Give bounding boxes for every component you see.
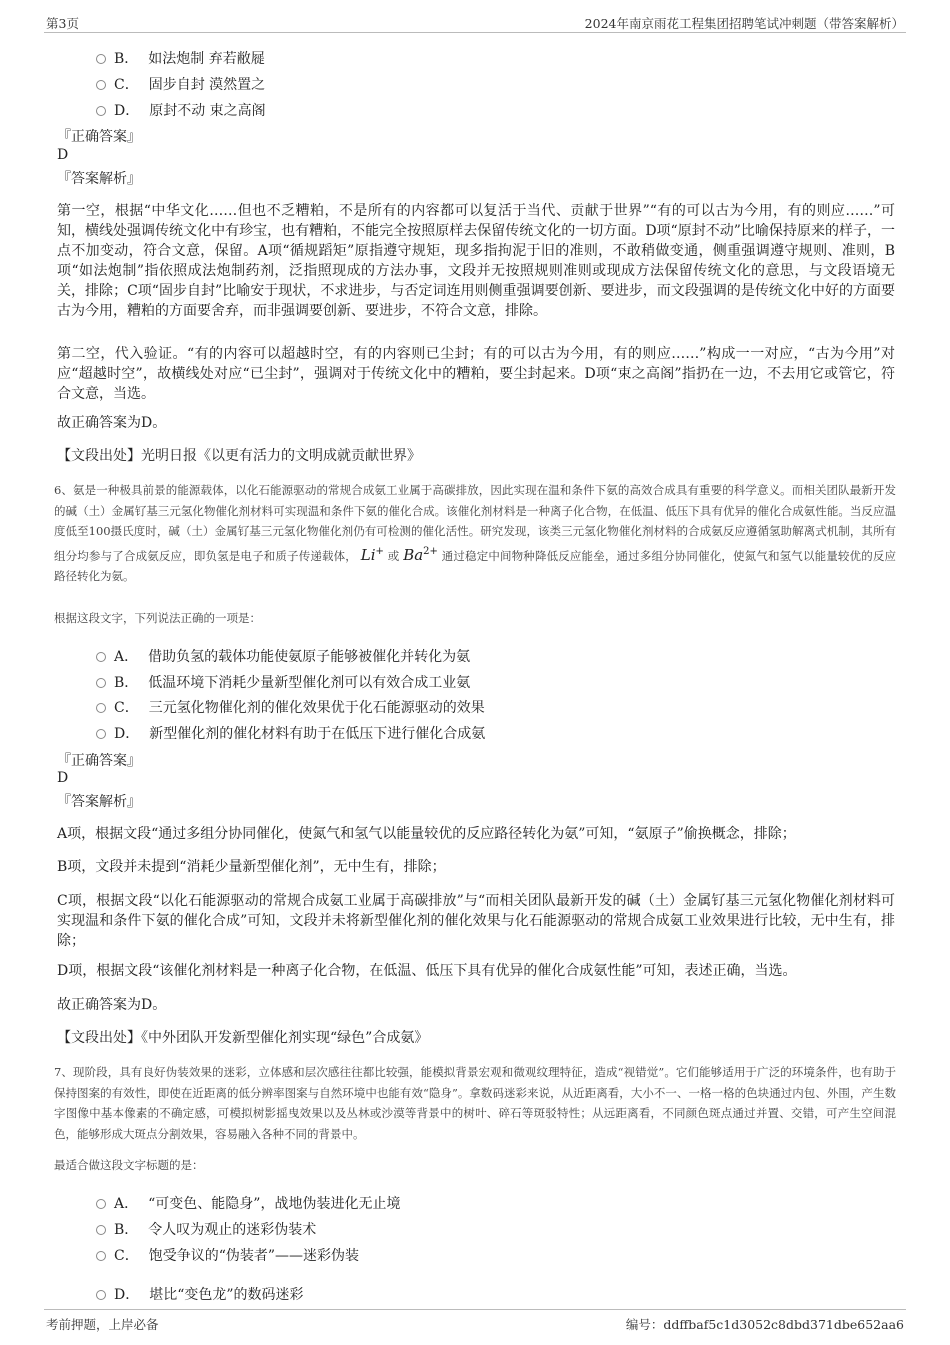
q6-analysis-paragraph: B项，文段并未提到“消耗少量新型催化剂”，无中生有，排除； [57,859,446,875]
q5-answer: D [57,147,69,163]
q5-conclusion: 故正确答案为D。 [57,415,167,431]
q6-option-b[interactable]: B． 低温环境下消耗少量新型催化剂可以有效合成工业氨 [96,672,470,692]
q6-answer: D [57,770,69,786]
radio-icon[interactable] [96,1251,106,1261]
q5-analysis-paragraph: 第二空，代入验证。“有的内容可以超越时空，有的内容则已尘封；有的可以古为今用，有的则应……”构成一一对应，“古为今用”对应“超越时空”，故横线处对应“已尘封”，强调对于传统文化中的糟粕，要尘封起来。D项“束之高阁”指扔在一边，不去用它或管它，符合文意，当选。 [57,346,895,402]
q6-option-a[interactable]: A． 借助负氢的载体功能使氨原子能够被催化并转化为氨 [96,646,470,666]
radio-icon[interactable] [96,729,106,739]
radio-icon[interactable] [96,1290,106,1300]
q6-analysis-paragraph: A项，根据文段“通过多组分协同催化，使氮气和氢气以能量较优的反应路径转化为氨”可知，“氨原子”偷换概念，排除； [57,826,796,842]
radio-icon[interactable] [96,703,106,713]
formula-li-plus: Li+ [360,545,384,564]
radio-icon[interactable] [96,652,106,662]
radio-icon[interactable] [96,1199,106,1209]
page-number: 第3页 [46,16,79,31]
q5-option-b[interactable]: B． 如法炮制 弃若敝屣 [96,48,265,68]
q7-option-b[interactable]: B． 令人叹为观止的迷彩伪装术 [96,1219,316,1239]
q7-stem: 7、现阶段，具有良好伪装效果的迷彩，立体感和层次感往往都比较强，能模拟背景宏观和微观纹理特征，造成“视错觉”。它们能够适用于广泛的环境条件，也有助于保持图案的有效性，即使在近距离的低分辨率图案与自然环境中也能有效“隐身”。拿数码迷彩来说，从近距离看，大小不一、一格一格的色块通过内包、外围，产生数字图像中基本像素的不确定感，可模拟树影摇曳效果以及丛林或沙漠等背景中的树叶、碎石等斑驳特性；从远距离看，不同颜色斑点通过并置、交错，可产生空间混色，能够形成大斑点分割效果，容易融入各种不同的背景中。 [54,1065,896,1141]
formula-ba-2plus: $Ba^{2+}$ [403,545,438,564]
page-header [44,10,906,33]
radio-icon[interactable] [96,678,106,688]
q5-option-d[interactable]: D． 原封不动 束之高阁 [96,100,266,120]
q6-source: 【文段出处】《中外团队开发新型催化剂实现“绿色”合成氨》 [57,1030,429,1046]
radio-icon[interactable] [96,106,106,116]
q6-prompt: 根据这段文字，下列说法正确的一项是： [54,611,261,625]
q5-source: 【文段出处】光明日报《以更有活力的文明成就贡献世界》 [57,448,421,464]
radio-icon[interactable] [96,80,106,90]
q6-conclusion: 故正确答案为D。 [57,997,167,1013]
q5-analysis-paragraph: 第一空，根据“中华文化……但也不乏糟粕，不是所有的内容都可以复活于当代、贡献于世界”“有的可以古为今用，有的则应……”可知，横线处强调传统文化中有珍宝，也有糟粕，不能完全按照原样去保留传统文化的一切方面。D项“原封不动”比喻保持原来的样子，一点不加变动，符合文意，保留。A项“循规蹈矩”原指遵守规矩，现多指拘泥于旧的准则，不敢稍做变通，侧重强调遵守规则、准则，B项“如法炮制”指依照成法炮制药剂，泛指照现成的方法办事，文段并无按照规则准则或现成方法保留传统文化的意思，与文段语境无关，排除；C项“固步自封”比喻安于现状，不求进步，与否定词连用则侧重强调要创新、要进步，而文段强调的是传统文化中好的方面要古为今用，糟粕的方面要舍弃，而非强调要创新、要进步，不符合文意，排除。 [57,203,895,319]
q5-option-c[interactable]: C． 固步自封 漠然置之 [96,74,265,94]
q7-option-c[interactable]: C． 饱受争议的“伪装者”——迷彩伪装 [96,1245,359,1265]
q6-option-d[interactable]: D． 新型催化剂的催化材料有助于在低压下进行催化合成氨 [96,723,485,743]
q6-answer-label: 『正确答案』 [57,753,141,769]
q7-option-d[interactable]: D． 堪比“变色龙”的数码迷彩 [96,1284,304,1304]
q6-analysis-paragraph: D项，根据文段“该催化剂材料是一种离子化合物，在低温、低压下具有优异的催化合成氨性能”可知，表述正确，当选。 [57,963,797,979]
q6-analysis-label: 『答案解析』 [57,794,141,810]
footer-slogan: 考前押题，上岸必备 [46,1317,159,1332]
q7-prompt: 最适合做这段文字标题的是： [54,1158,204,1172]
q5-analysis-label: 『答案解析』 [57,171,141,187]
q6-option-c[interactable]: C． 三元氢化物催化剂的催化效果优于化石能源驱动的效果 [96,697,485,717]
q6-analysis-paragraph: C项，根据文段“以化石能源驱动的常规合成氨工业属于高碳排放”与“而相关团队最新开发的碱（土）金属钌基三元氢化物催化剂材料可实现温和条件下氨的催化合成”可知，文段并未将新型催化剂的催化效果与化石能源驱动的常规合成氨工业效果进行比较，无中生有，排除； [57,893,895,949]
radio-icon[interactable] [96,1225,106,1235]
document-code: 编号：ddffbaf5c1d3052c8dbd371dbe652aa6 [625,1317,904,1332]
q5-answer-label: 『正确答案』 [57,129,141,145]
page-footer [44,1309,906,1332]
q6-stem: 6、氨是一种极具前景的能源载体，以化石能源驱动的常规合成氨工业属于高碳排放，因此实现在温和条件下氨的高效合成具有重要的科学意义。而相关团队最新开发的碱（土）金属钌基三元氢化物催化剂材料可实现温和条件下氨的催化合成。该催化剂材料是一种离子化合物，在低温、低压下具有优异的催化合成氨性能。当反应温度低至100摄氏度时，碱（土）金属钌基三元氢化物催化剂仍有可检测的催化活性。研究发现，该类三元氢化物催化剂材料的合成氨反应遵循氢助解离式机制，其所有组分均参与了合成氨反应，即负氢是电子和质子传递载体， Li+ 或 $Ba^{2+}$ 通过稳定中间物种降低反应能垒，通过多组分协同催化，使氮气和氢气以能量较优的反应路径转化为氨。 [54,483,897,583]
q7-option-a[interactable]: A． “可变色、能隐身”，战地伪装进化无止境 [96,1193,400,1213]
radio-icon[interactable] [96,54,106,64]
document-title: 2024年南京雨花工程集团招聘笔试冲刺题（带答案解析） [584,16,904,31]
